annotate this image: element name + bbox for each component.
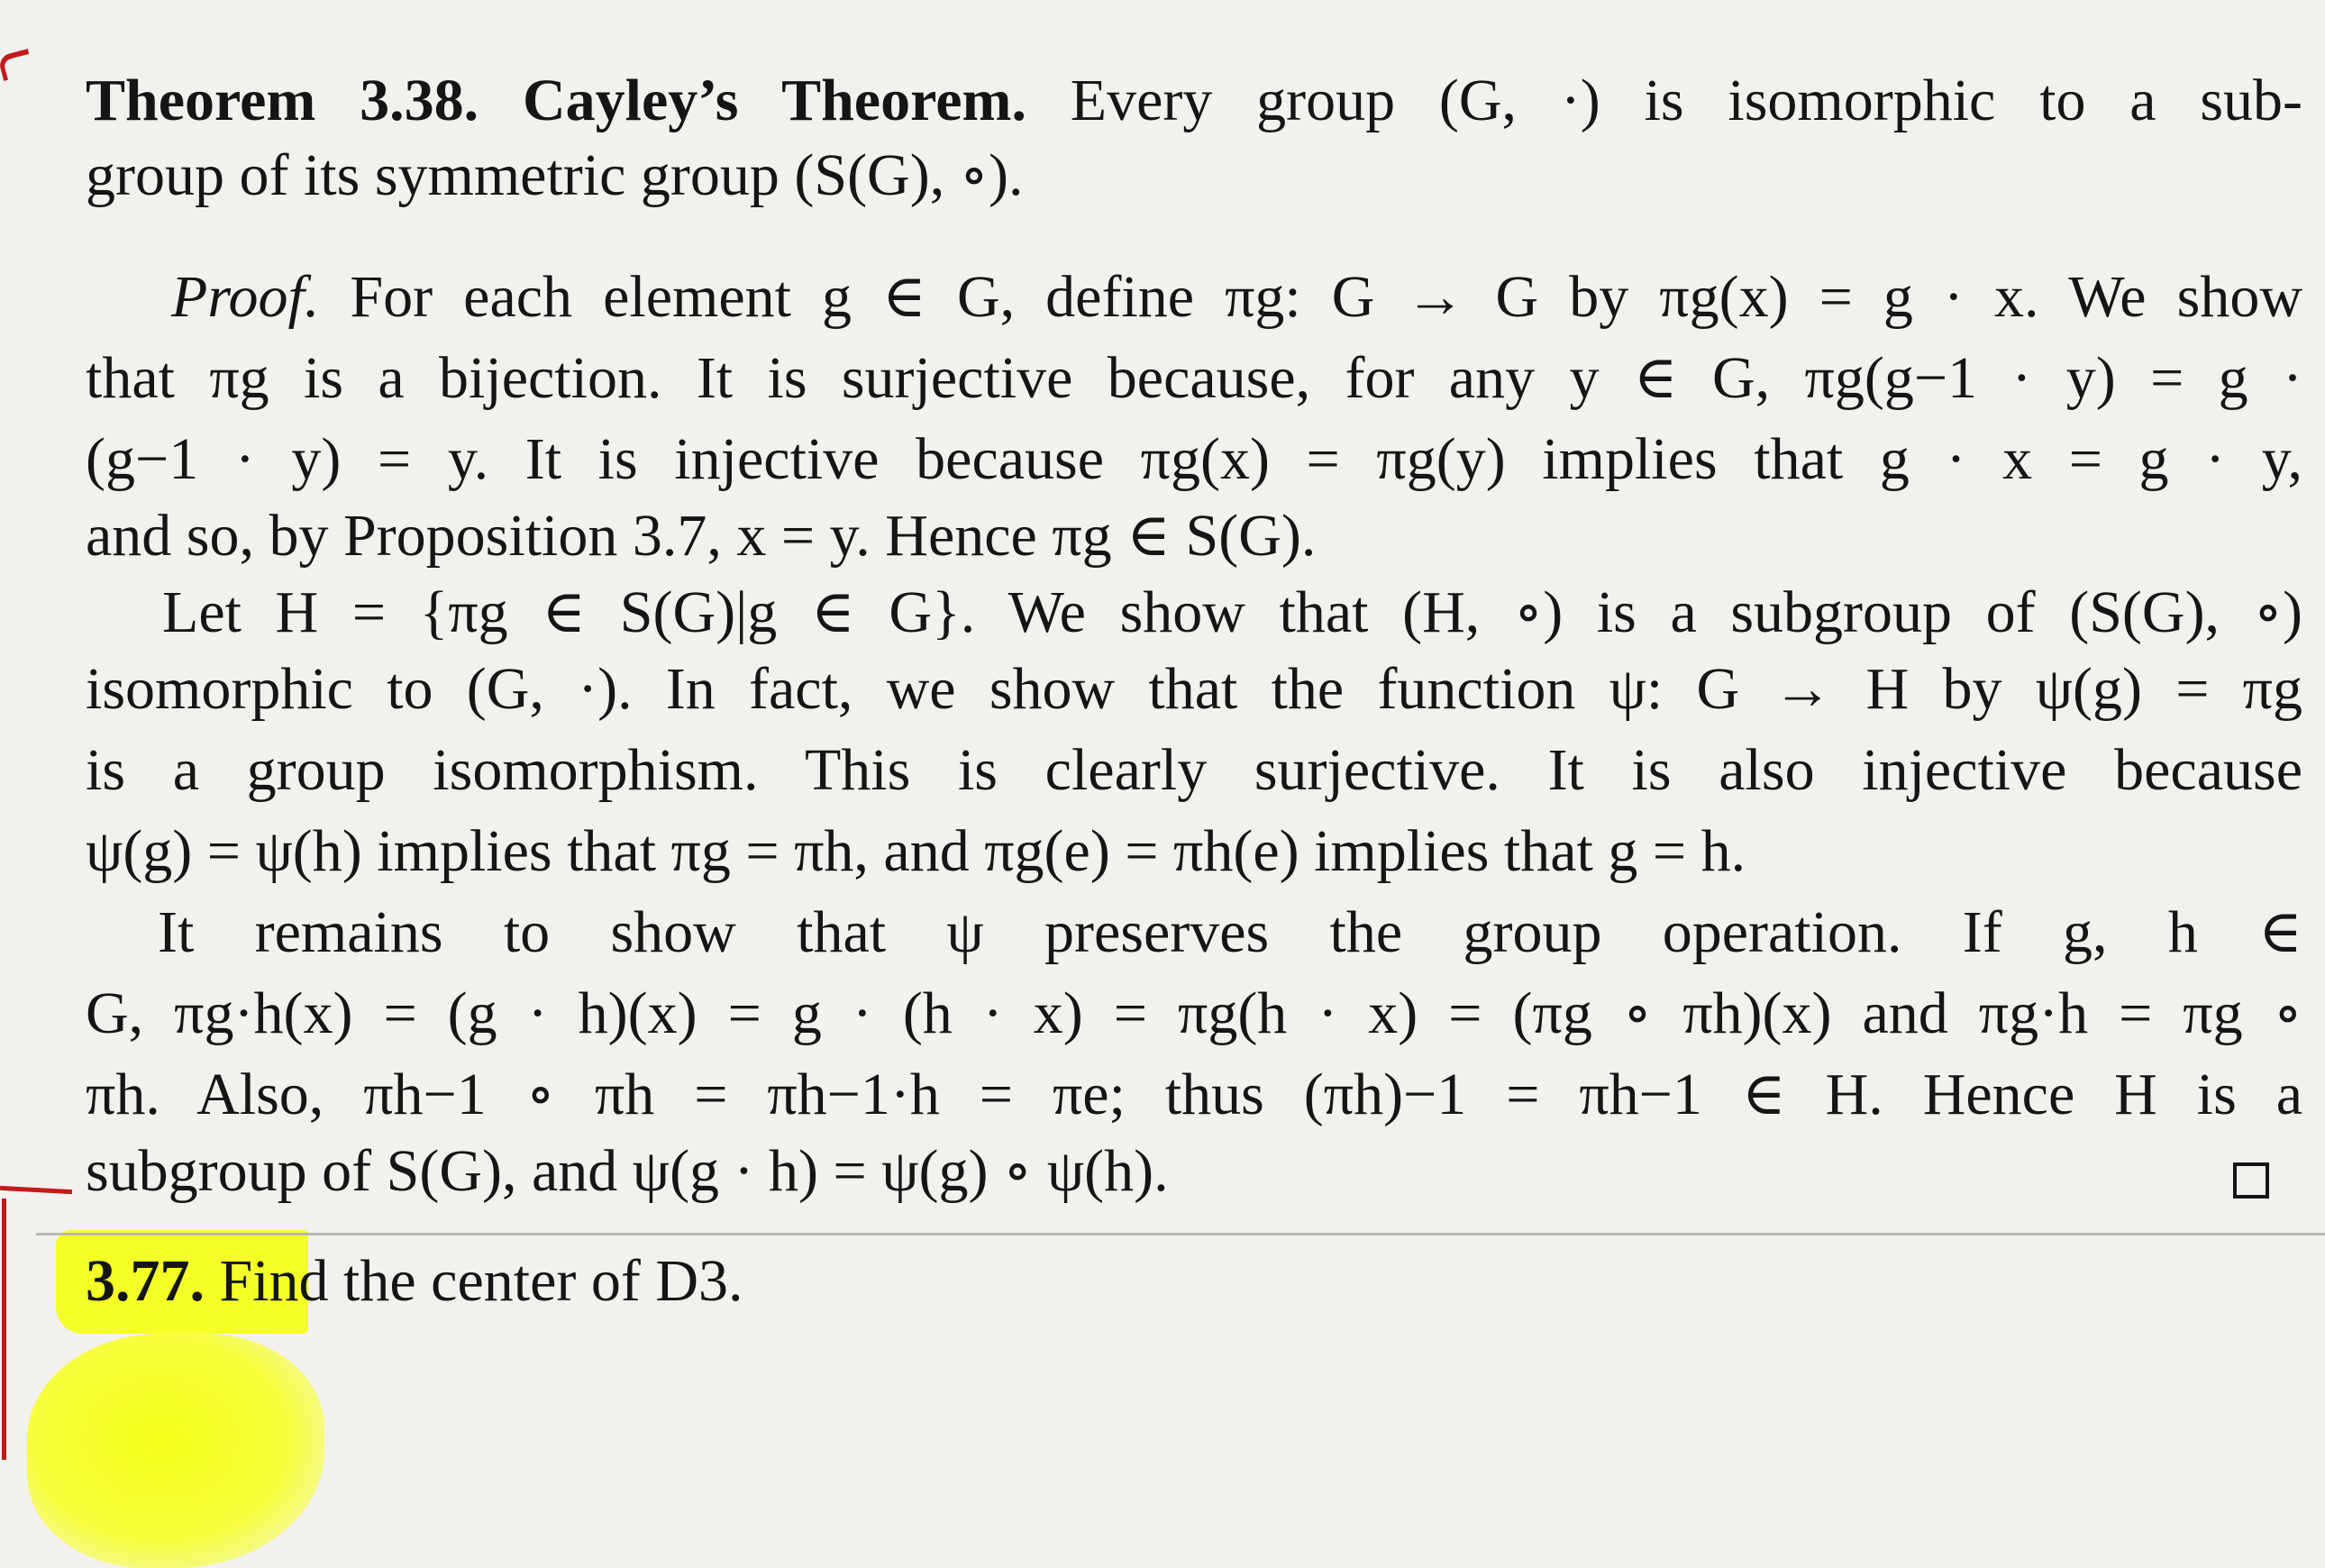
proof-line-3: (g−1 · y) = y. It is injective because πg(x) = πg(y) implies that g · x = g · y, [86, 426, 2302, 492]
qed-box-icon [2233, 1162, 2269, 1199]
proof-line-12: subgroup of S(G), and ψ(g · h) = ψ(g) ∘ ψ(h). [86, 1138, 1169, 1204]
exercise-3-77 [86, 1245, 743, 1317]
theorem-line-1 [86, 65, 2302, 137]
proof-line-5: Let H = {πg ∈ S(G)|g ∈ G}. We show that (H, ∘) is a subgroup of (S(G), ∘) [162, 579, 2302, 645]
exercise-number: 3.77. [86, 1248, 205, 1314]
red-pen-mark-top [0, 49, 34, 81]
highlighter-blob [27, 1334, 324, 1568]
proof-line-8: ψ(g) = ψ(h) implies that πg = πh, and πg(e) = πh(e) implies that g = h. [86, 818, 1746, 884]
red-pen-line-horizontal [0, 1186, 72, 1194]
proof-label: Proof. [171, 264, 320, 330]
section-divider [36, 1233, 2325, 1235]
proof-line-1 [171, 261, 2302, 333]
proof-line-7: is a group isomorphism. This is clearly surjective. It is also injective because [86, 737, 2302, 803]
exercise-text: Find the center of D3. [205, 1248, 743, 1314]
theorem-statement-part1: Every group (G, ·) is isomorphic to a sub- [1026, 68, 2302, 133]
proof-line-4: and so, by Proposition 3.7, x = y. Hence πg ∈ S(G). [86, 503, 1317, 569]
red-pen-line-vertical [2, 1199, 6, 1460]
theorem-line-2: group of its symmetric group (S(G), ∘). [86, 142, 1024, 208]
proof-line-11: πh. Also, πh−1 ∘ πh = πh−1·h = πe; thus (πh)−1 = πh−1 ∈ H. Hence H is a [86, 1062, 2302, 1127]
proof-line-6: isomorphic to (G, ·). In fact, we show that the function ψ: G → H by ψ(g) = πg [86, 656, 2302, 722]
proof-text: For each element g ∈ G, define πg: G → G by πg(x) = g · x. We show [319, 264, 2302, 330]
proof-line-10: G, πg·h(x) = (g · h)(x) = g · (h · x) = πg(h · x) = (πg ∘ πh)(x) and πg·h = πg ∘ [86, 980, 2302, 1046]
theorem-label: Theorem 3.38. Cayley’s Theorem. [86, 68, 1026, 133]
proof-line-9: It remains to show that ψ preserves the group operation. If g, h ∈ [158, 899, 2302, 965]
proof-line-2: that πg is a bijection. It is surjective because, for any y ∈ G, πg(g−1 · y) = g · [86, 345, 2302, 411]
